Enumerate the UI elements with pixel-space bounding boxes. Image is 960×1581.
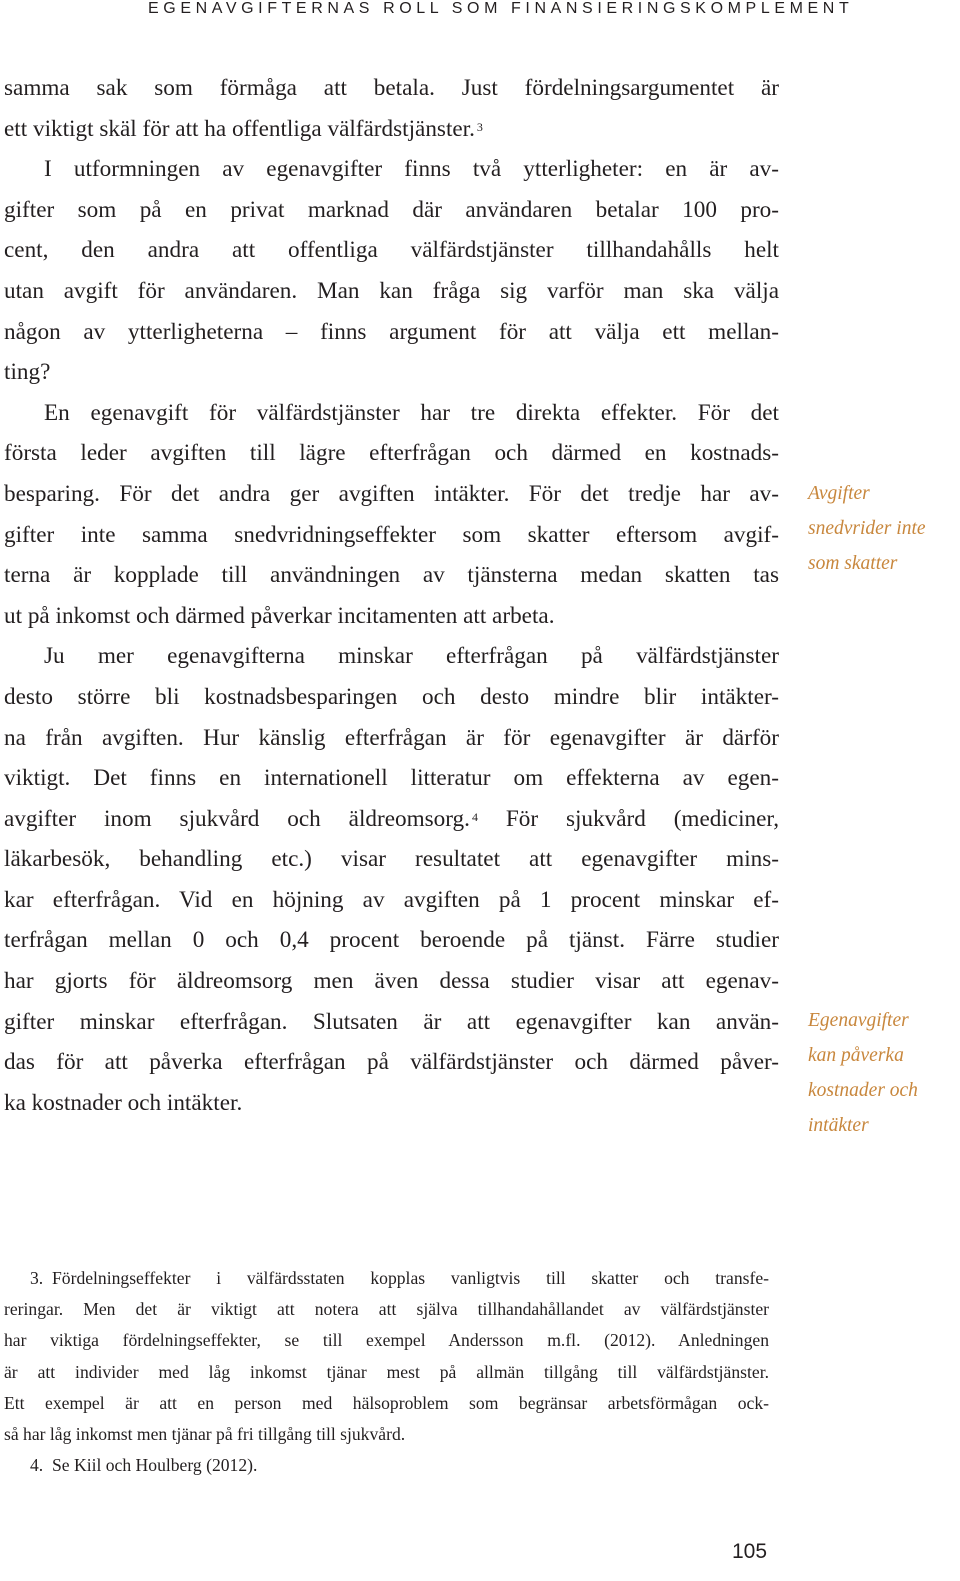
body-text bbox=[4, 68, 779, 1123]
body-line: besparing. För det andra ger avgiften intäkter. För det tredje har av- bbox=[4, 480, 779, 507]
running-head: EGENAVGIFTERNAS ROLL SOM FINANSIERINGSKOMPLEMENT bbox=[148, 0, 854, 17]
body-line: Ju mer egenavgifterna minskar efterfrågan på välfärdstjänster bbox=[44, 643, 779, 670]
footnote-number: 3. bbox=[30, 1268, 44, 1288]
footnotes bbox=[4, 1263, 769, 1481]
footnote-3-line: 3. Fördelningseffekter i välfärdsstaten kopplas vanligtvis till skatter och transfe- bbox=[4, 1263, 769, 1294]
body-line: cent, den andra att offentliga välfärdstjänster tillhandahålls helt bbox=[4, 237, 779, 264]
body-line: ut på inkomst och därmed påverkar incitamenten att arbeta. bbox=[4, 602, 555, 629]
footnote-3-line: Ett exempel är att en person med hälsoproblem som begränsar arbetsförmågan ock- bbox=[4, 1392, 769, 1413]
body-line: gifter som på en privat marknad där användaren betalar 100 pro- bbox=[4, 196, 779, 223]
body-line: utan avgift för användaren. Man kan fråga sig varför man ska välja bbox=[4, 277, 779, 304]
body-line: En egenavgift för välfärdstjänster har tre direkta effekter. För det bbox=[44, 399, 779, 426]
body-line: läkarbesök, behandling etc.) visar resultatet att egenavgifter mins- bbox=[4, 846, 779, 873]
footnote-ref: 3 bbox=[476, 119, 483, 134]
body-line: I utformningen av egenavgifter finns två ytterligheter: en är av- bbox=[44, 156, 779, 183]
footnote-ref: 4 bbox=[471, 809, 478, 824]
body-line: das för att påverka efterfrågan på välfärdstjänster och därmed påver- bbox=[4, 1049, 779, 1076]
footnote-4-line: 4. Se Kiil och Houlberg (2012). bbox=[4, 1450, 769, 1481]
body-line: första leder avgiften till lägre efterfrågan och därmed en kostnads- bbox=[4, 440, 779, 467]
body-line: gifter inte samma snedvridningseffekter som skatter eftersom avgif- bbox=[4, 521, 779, 548]
margin-note: Avgifter snedvrider inte som skatter bbox=[808, 483, 926, 574]
body-line: avgifter inom sjukvård och äldreomsorg. $^4$ För sjukvård (mediciner, bbox=[4, 805, 779, 832]
body-line: har gjorts för äldreomsorg men även dessa studier visar att egenav- bbox=[4, 968, 779, 995]
body-line: gifter minskar efterfrågan. Slutsaten är att egenavgifter kan använ- bbox=[4, 1008, 779, 1035]
footnote-3-line: reringar. Men det är viktigt att notera att själva tillhandahållandet av välfärdstjänster bbox=[4, 1299, 769, 1320]
margin-note: Egenavgifter kan påverka kostnader och intäkter bbox=[808, 1010, 918, 1136]
body-line: samma sak som förmåga att betala. Just fördelningsargumentet är bbox=[4, 75, 779, 101]
body-line: viktigt. Det finns en internationell litteratur om effekterna av egen- bbox=[4, 765, 779, 792]
footnote-number: 4. bbox=[30, 1455, 44, 1476]
body-line: ett viktigt skäl för att ha offentliga välfärdstjänster. $^3$ bbox=[4, 115, 483, 142]
body-line: terfrågan mellan 0 och 0,4 procent beroende på tjänst. Färre studier bbox=[4, 927, 779, 954]
page-number: 105 bbox=[732, 1540, 768, 1563]
body-line: ting? bbox=[4, 359, 51, 386]
body-line: terna är kopplade till användningen av tjänsterna medan skatten tas bbox=[4, 562, 779, 589]
footnote-3-line: är att individer med låg inkomst tjänar mest på allmän tillgång till välfärdstjänster. bbox=[4, 1361, 769, 1382]
footnote-3-line: har viktiga fördelningseffekter, se till exempel Andersson m.fl. (2012). Anledningen bbox=[4, 1330, 769, 1351]
body-line: någon av ytterligheterna – finns argument för att välja ett mellan- bbox=[4, 318, 779, 345]
body-line: na från avgiften. Hur känslig efterfrågan är för egenavgifter är därför bbox=[4, 724, 779, 751]
body-line: ka kostnader och intäkter. bbox=[4, 1089, 243, 1116]
footnote-3-line: så har låg inkomst men tjänar på fri tillgång till sjukvård. bbox=[4, 1423, 406, 1444]
body-line: kar efterfrågan. Vid en höjning av avgiften på 1 procent minskar ef- bbox=[4, 886, 779, 913]
body-line: desto större bli kostnadsbesparingen och desto mindre blir intäkter- bbox=[4, 683, 779, 710]
